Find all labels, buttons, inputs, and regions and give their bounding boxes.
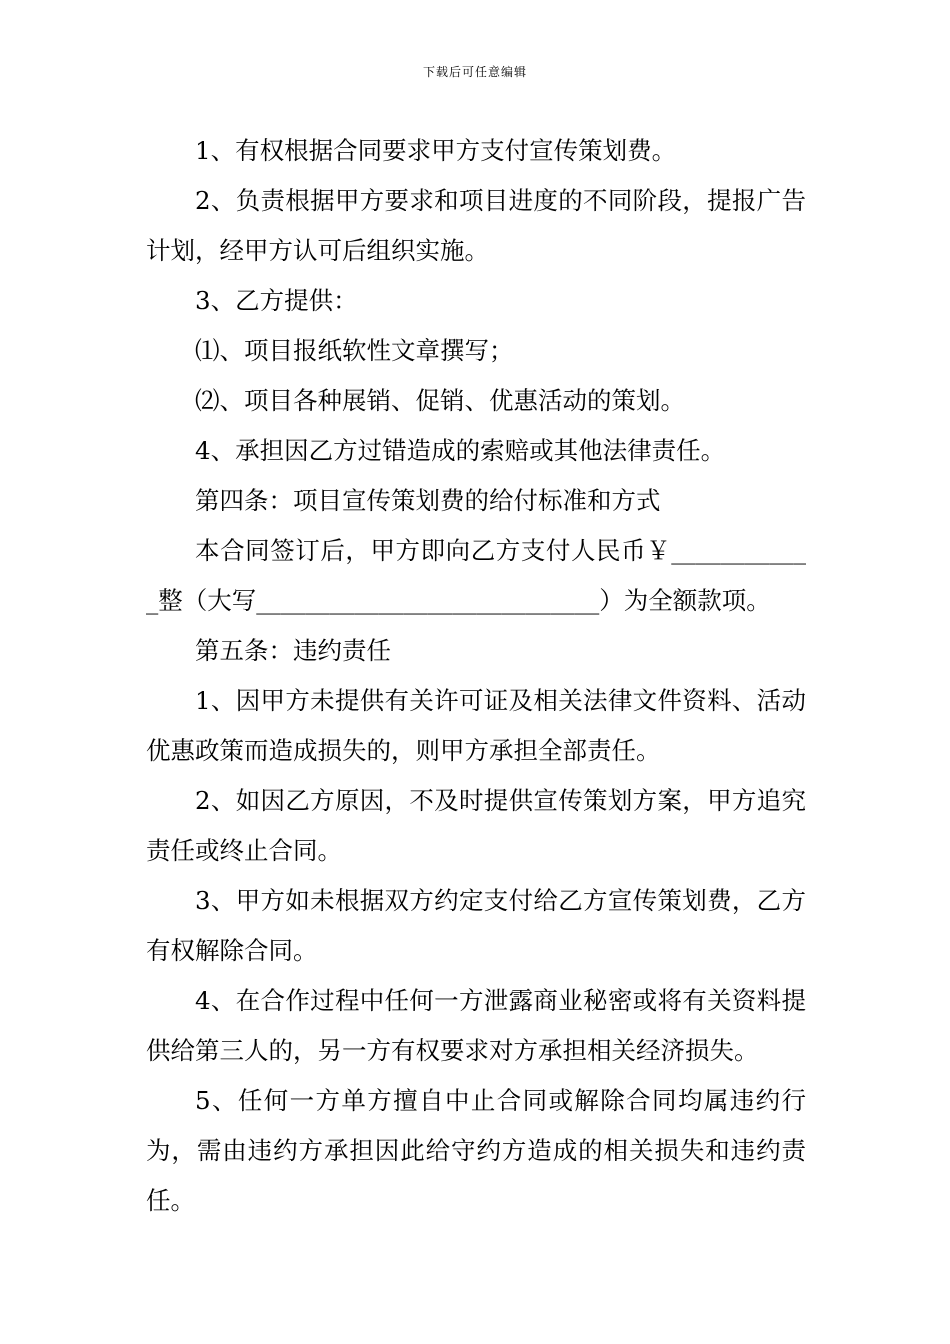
breach-clause-3: 3、甲方如未根据双方约定支付给乙方宣传策划费，乙方有权解除合同。 <box>146 886 806 965</box>
document-body <box>146 126 806 1226</box>
article-4-heading: 第四条：项目宣传策划费的给付标准和方式 <box>195 486 661 515</box>
breach-clause-4: 4、在合作过程中任何一方泄露商业秘密或将有关资料提供给第三人的，另一方有权要求对方承担相关经济损失。 <box>146 986 806 1065</box>
payment-clause: 本合同签订后，甲方即向乙方支付人民币￥____________整（大写____________________________）为全额款项。 <box>146 536 806 615</box>
paragraph-2: 2、负责根据甲方要求和项目进度的不同阶段，提报广告计划，经甲方认可后组织实施。 <box>146 186 806 265</box>
page-header: 下载后可任意编辑 <box>422 65 527 79</box>
paragraph-4: ⑴、项目报纸软性文章撰写； <box>195 336 514 365</box>
article-5-heading: 第五条：违约责任 <box>195 636 391 665</box>
breach-clause-5: 5、任何一方单方擅自中止合同或解除合同均属违约行为，需由违约方承担因此给守约方造成的相关损失和违约责任。 <box>146 1086 806 1215</box>
paragraph-5: ⑵、项目各种展销、促销、优惠活动的策划。 <box>195 386 685 415</box>
breach-clause-1: 1、因甲方未提供有关许可证及相关法律文件资料、活动优惠政策而造成损失的，则甲方承担全部责任。 <box>146 686 806 765</box>
paragraph-1: 1、有权根据合同要求甲方支付宣传策划费。 <box>195 136 677 165</box>
paragraph-6: 4、承担因乙方过错造成的索赔或其他法律责任。 <box>195 436 726 465</box>
breach-clause-2: 2、如因乙方原因，不及时提供宣传策划方案，甲方追究责任或终止合同。 <box>146 786 806 865</box>
paragraph-3: 3、乙方提供： <box>195 286 358 315</box>
